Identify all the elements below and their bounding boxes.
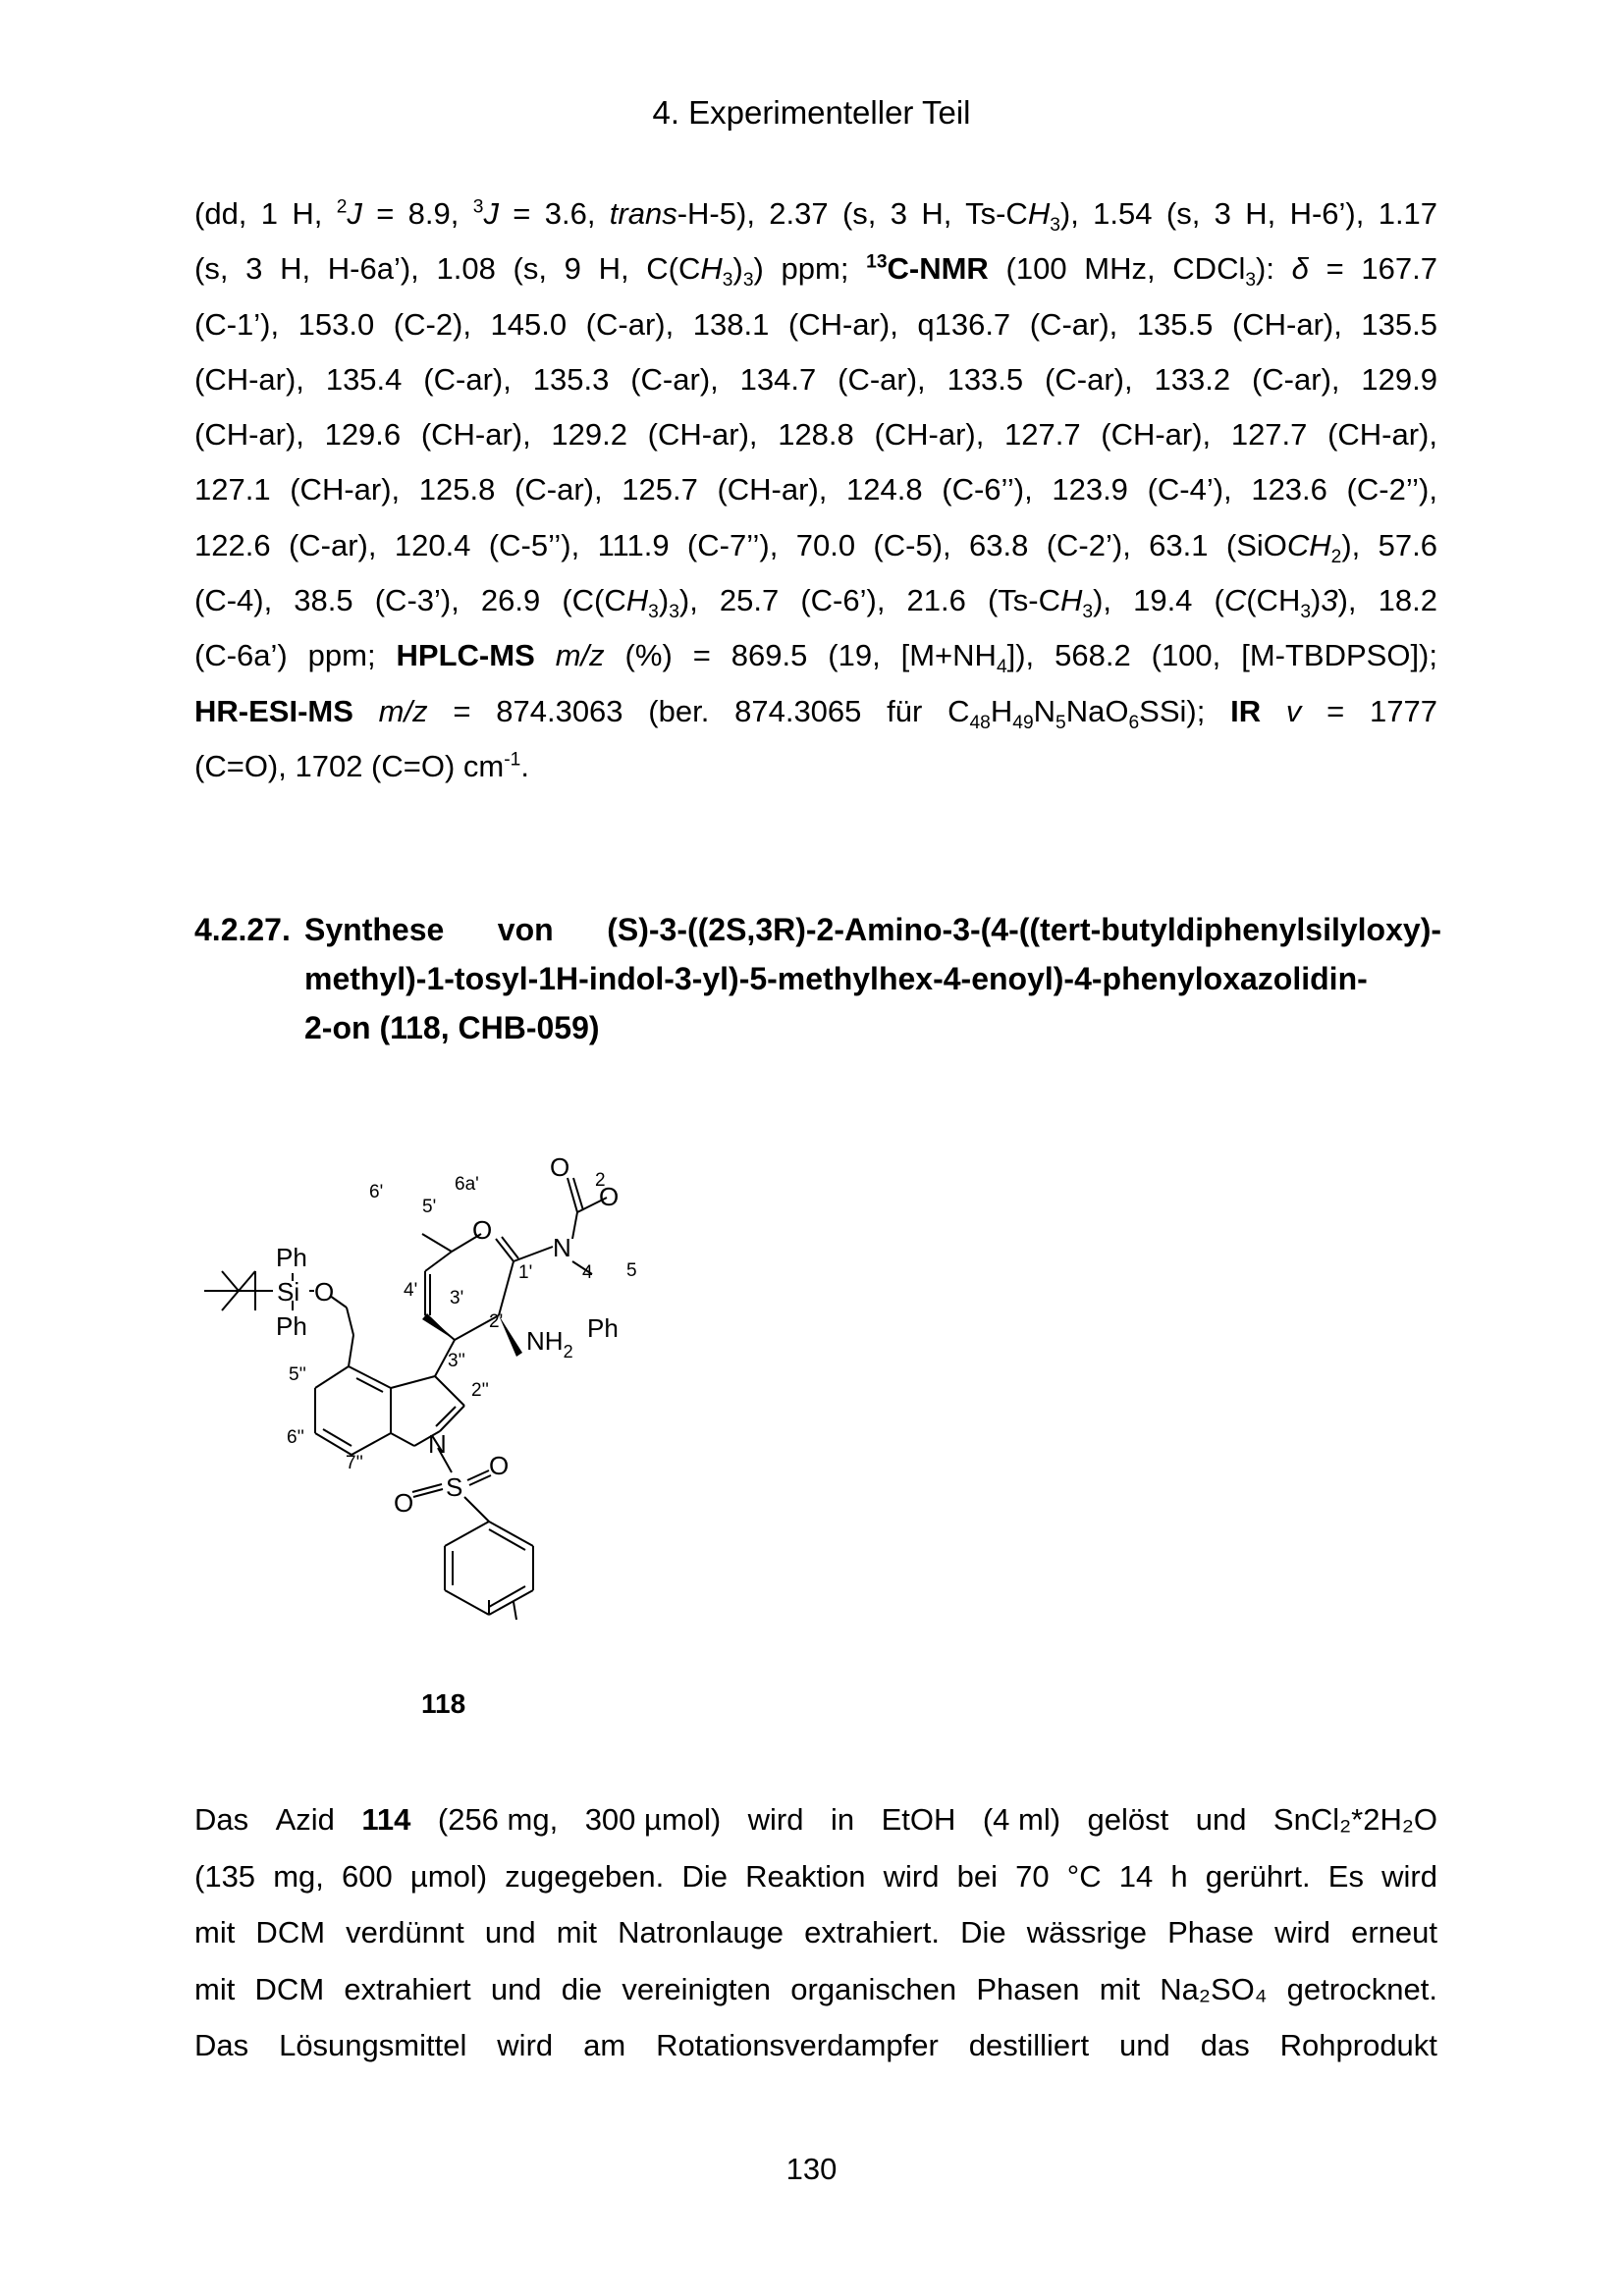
atom-label: O: [489, 1451, 510, 1480]
atom-label: O: [394, 1488, 414, 1518]
text-line: 122.6 (C-ar), 120.4 (C-5’’), 111.9 (C-7’’), 70.0 (C-5), 63.8 (C-2’), 63.1 (SiOCH$_2$), 57.6: [194, 527, 1437, 567]
locant-label: 2': [489, 1311, 504, 1332]
text-line: Das Azid 114 (256 mg, 300 µmol) wird in EtOH (4 ml) gelöst und SnCl₂*2H₂O: [194, 1802, 1437, 1837]
atom-label: O: [314, 1277, 335, 1307]
characterization-paragraph: [194, 187, 1437, 794]
text-line: (CH-ar), 135.4 (C-ar), 135.3 (C-ar), 134.7 (C-ar), 133.5 (C-ar), 133.2 (C-ar), 129.9: [194, 361, 1437, 397]
procedure-paragraph: [194, 1791, 1437, 2074]
text-line: (C-1’), 153.0 (C-2), 145.0 (C-ar), 138.1 (CH-ar), q136.7 (C-ar), 135.5 (CH-ar), 135.5: [194, 306, 1437, 342]
text-line: 127.1 (CH-ar), 125.8 (C-ar), 125.7 (CH-ar), 124.8 (C-6’’), 123.9 (C-4’), 123.6 (C-2’’),: [194, 472, 1437, 507]
atom-label: Ph: [276, 1311, 307, 1341]
running-header: 4. Experimenteller Teil: [652, 94, 971, 131]
locant-label: 5: [626, 1260, 637, 1281]
text-line: mit DCM verdünnt und mit Natronlauge extrahiert. Die wässrige Phase wird erneut: [194, 1915, 1437, 1949]
locant-label: 7'': [346, 1453, 363, 1473]
atom-label: N: [553, 1233, 571, 1262]
atom-label: O: [472, 1215, 493, 1245]
chemical-structure: [194, 1139, 637, 1649]
locant-label: 6': [369, 1182, 384, 1202]
text-line: (135 mg, 600 µmol) zugegeben. Die Reaktion wird bei 70 °C 14 h gerührt. Es wird: [194, 1858, 1437, 1894]
page-number: 130: [785, 2152, 838, 2186]
locant-label: 1': [518, 1262, 533, 1283]
locant-label: 2: [595, 1170, 606, 1191]
atom-label: N: [428, 1429, 447, 1459]
atom-label: O: [599, 1182, 620, 1211]
locant-label: 3': [450, 1288, 464, 1308]
atom-label: Si: [277, 1277, 300, 1307]
locant-label: 6'': [287, 1427, 304, 1448]
locant-label: 5'': [289, 1364, 306, 1385]
atom-label: Ph: [587, 1313, 619, 1343]
text-line: HR-ESI-MS m/z = 874.3063 (ber. 874.3065 für $C_{48}H_{49}N_5NaO_6SSi$); IR v = 1777: [194, 693, 1437, 733]
text-line: (C-4), 38.5 (C-3’), 26.9 $(C(CH_3)_3)$, 25.7 (C-6’), 21.6 $(Ts-CH_3)$, 19.4 $(C(CH_3)3)$, 18.2: [194, 583, 1437, 623]
locant-label: 4: [582, 1262, 593, 1283]
text-line: mit DCM extrahiert und die vereinigten organischen Phasen mit Na₂SO₄ getrocknet.: [194, 1971, 1437, 2006]
title-line: methyl)-1-tosyl-1H-indol-3-yl)-5-methylhex-4-enoyl)-4-phenyloxazolidin-: [304, 961, 1368, 996]
section-number: 4.2.27.: [194, 912, 291, 947]
text-line: (s, 3 H, H-6a’), 1.08 (s, 9 H, $C(CH_3)_3$) ppm; $^{13}$C-NMR (100 MHz, CDCl$_3$): δ = 167.7: [194, 251, 1437, 292]
title-line: Synthese von (S)-3-((2S,3R)-2-Amino-3-(4-((tert-butyldiphenylsilyloxy)-: [304, 912, 1441, 947]
atom-label: Ph: [276, 1243, 307, 1272]
structure-drawing: [194, 1139, 637, 1649]
text-line: (C-6a’) ppm; HPLC-MS m/z (%) = 869.5 (19, $[M+NH_4]$), 568.2 (100, [M-TBDPSO]);: [194, 638, 1437, 678]
section-title: [304, 905, 1441, 1052]
locant-label: 5': [422, 1197, 437, 1217]
compound-number: 118: [421, 1688, 466, 1719]
atom-label: O: [550, 1152, 570, 1182]
locant-label: 4': [404, 1280, 418, 1301]
text-line: (CH-ar), 129.6 (CH-ar), 129.2 (CH-ar), 128.8 (CH-ar), 127.7 (CH-ar), 127.7 (CH-ar),: [194, 417, 1437, 453]
atom-label: $NH_2$: [526, 1326, 573, 1362]
text-line: Das Lösungsmittel wird am Rotationsverdampfer destilliert und das Rohprodukt: [194, 2028, 1437, 2062]
locant-label: 3'': [448, 1351, 465, 1371]
locant-label: 2'': [471, 1380, 489, 1401]
title-line: 2-on (118, CHB-059): [304, 1010, 600, 1045]
text-line: (C=O), 1702 (C=O) $cm^{-1}$.: [194, 748, 529, 783]
text-line: (dd, 1 H, $^2$J = 8.9, $^3$J = 3.6, trans-H-5), 2.37 (s, 3 H, $Ts-CH_3$), 1.54 (s, 3 H, H-6’), 1.17: [194, 196, 1438, 237]
locant-label: 6a': [455, 1174, 479, 1195]
atom-label: S: [446, 1472, 463, 1502]
